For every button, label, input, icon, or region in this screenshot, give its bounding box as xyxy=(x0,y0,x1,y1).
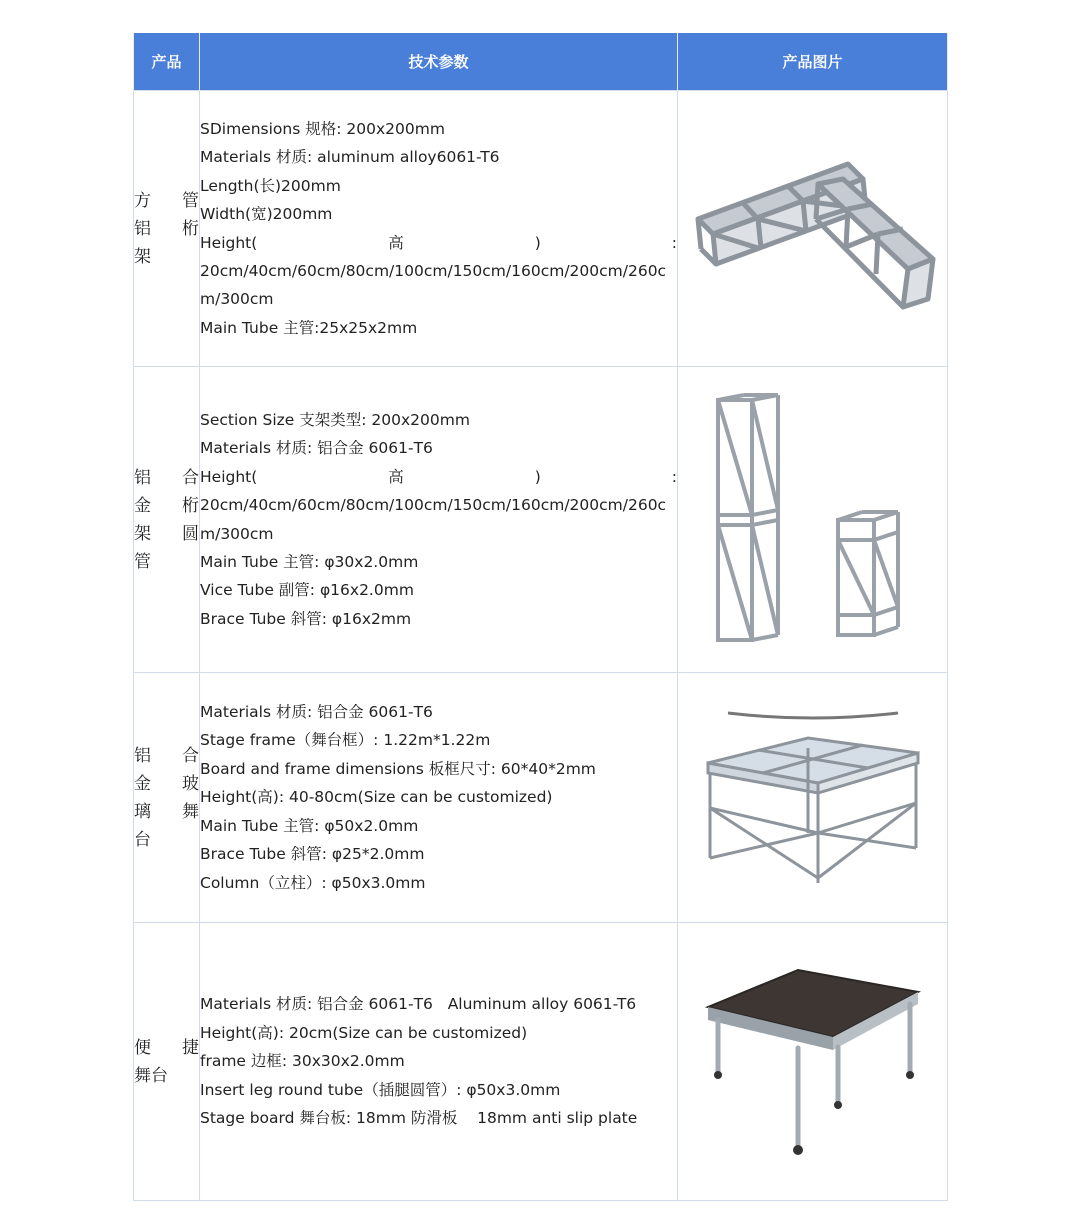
table-row xyxy=(134,91,948,367)
square-truss-image xyxy=(688,139,938,319)
product-name: 便 捷 舞台 xyxy=(134,923,200,1201)
product-specs: Section Size 支架类型: 200x200mm Materials 材质: 铝合金 6061-T6 Height( 高 ) : 20cm/40cm/60cm/80cm/100cm/150cm/160cm/200cm/260cm/300cm Main Tube 主管: φ30x2.0mm Vice Tube 副管: φ16x2.0mm Brace Tube 斜管: φ16x2mm xyxy=(200,367,678,673)
product-name: 铝 合 金 玻 璃 舞 台 xyxy=(134,673,200,923)
height-label: Height( 高 ) : xyxy=(200,233,677,252)
header-specs: 技术参数 xyxy=(200,33,678,91)
product-specs: Materials 材质: 铝合金 6061-T6 Stage frame（舞台框）: 1.22m*1.22m Board and frame dimensions 板框尺寸: 60*40*2mm Height(高): 40-80cm(Size can be customized) Main Tube 主管: φ50x2.0mm Brace Tube 斜管: φ25*2.0mm Column（立柱）: φ50x3.0mm xyxy=(200,673,678,923)
product-specs: Materials 材质: 铝合金 6061-T6 Aluminum alloy 6061-T6 Height(高): 20cm(Size can be customized) frame 边框: 30x30x2.0mm Insert leg round tube（插腿圆管）: φ50x3.0mm Stage board 舞台板: 18mm 防滑板 18mm anti slip plate xyxy=(200,923,678,1201)
table-row xyxy=(134,367,948,673)
product-image xyxy=(678,91,948,367)
glass-stage-image xyxy=(688,698,938,898)
product-image xyxy=(678,673,948,923)
portable-stage-image xyxy=(688,962,938,1162)
header-product: 产品 xyxy=(134,33,200,91)
spec-table xyxy=(133,33,948,1201)
table-row xyxy=(134,673,948,923)
height-label: Height( 高 ) : xyxy=(200,467,677,486)
product-name: 方 管 铝 桁 架 xyxy=(134,91,200,367)
product-name: 铝 合 金 桁 架 圆 管 xyxy=(134,367,200,673)
product-specs: SDimensions 规格: 200x200mm Materials 材质: aluminum alloy6061-T6 Length(长)200mm Width(宽)200mm Height( 高 ) : 20cm/40cm/60cm/80cm/100cm/150cm/160cm/200cm/260cm/300cm Main Tube 主管:25x25x2mm xyxy=(200,91,678,367)
header-row xyxy=(134,33,948,91)
round-tube-truss-image xyxy=(688,390,938,650)
table-row xyxy=(134,923,948,1201)
header-image: 产品图片 xyxy=(678,33,948,91)
product-image xyxy=(678,923,948,1201)
product-image xyxy=(678,367,948,673)
